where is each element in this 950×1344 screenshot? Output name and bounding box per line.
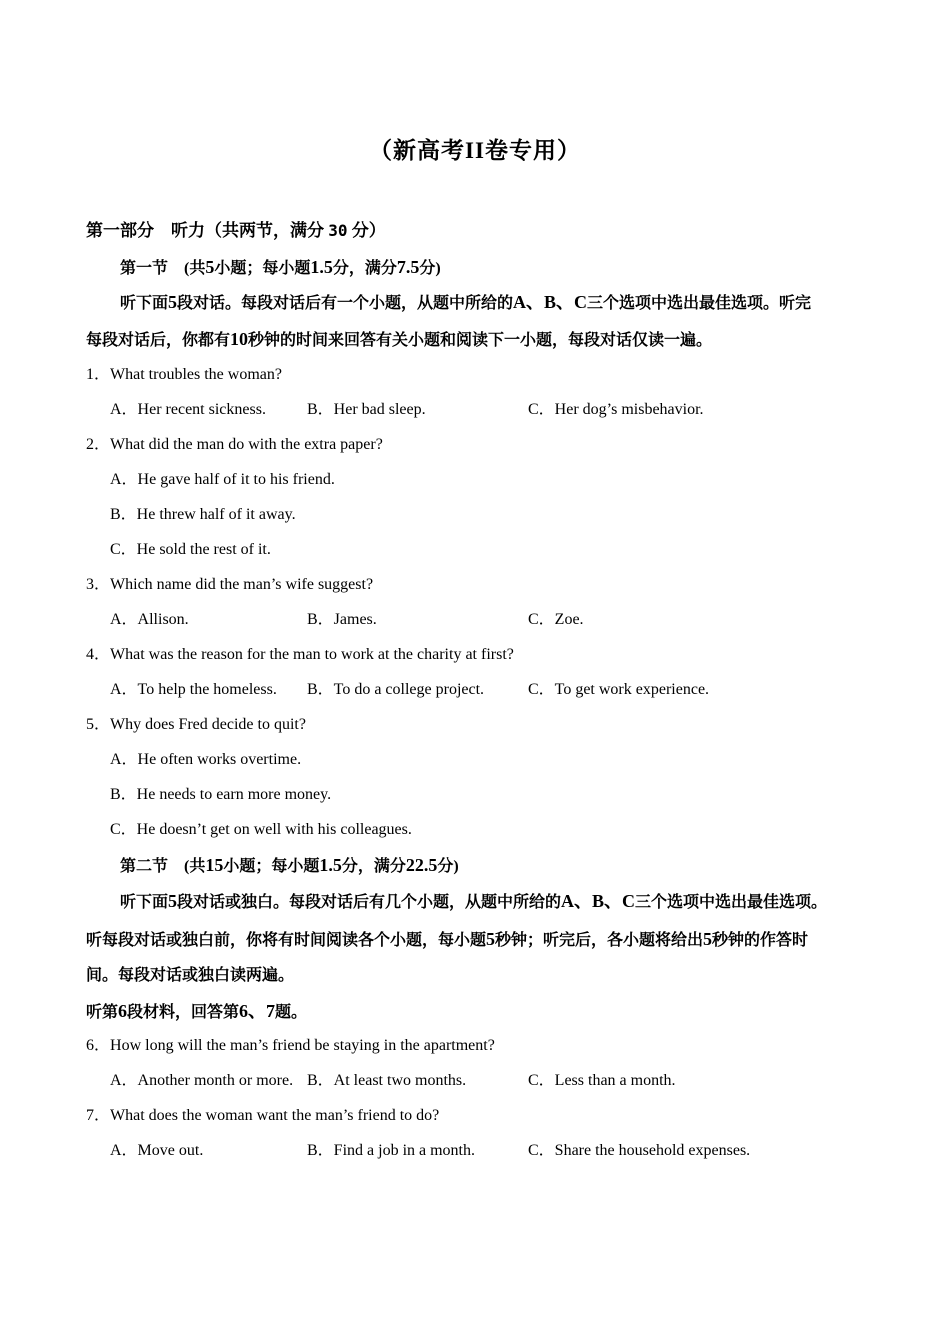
q3-option-a: A．Allison.	[110, 611, 189, 628]
q7-option-b: B．Find a job in a month.	[307, 1142, 476, 1159]
q1-option-a: A．Her recent sickness.	[110, 401, 266, 418]
section1-mid2: 分，满分	[332, 260, 397, 277]
question-number: 1．	[86, 366, 111, 383]
question-text: How long will the man’s friend be staying in the apartment?	[110, 1037, 495, 1054]
material-a: 听第	[86, 1004, 119, 1021]
q4-option-b: B．To do a college project.	[307, 681, 485, 698]
q5-option-a: A．He often works overtime.	[110, 751, 302, 768]
question-number: 5．	[86, 716, 111, 733]
section2-end: 分)	[437, 858, 459, 875]
question-4	[86, 644, 514, 666]
section1-end: 分)	[419, 260, 441, 277]
s1-instr2-b: 秒钟的时间来回答有关小题和阅读下一小题，每段对话仅读一遍。	[248, 332, 713, 349]
question-text: Why does Fred decide to quit?	[110, 716, 306, 733]
q1-option-b: B．Her bad sleep.	[307, 401, 426, 418]
question-number: 4．	[86, 646, 111, 663]
q5-option-b: B．He needs to earn more money.	[110, 786, 332, 803]
question-number: 6．	[86, 1037, 111, 1054]
s2-instr2-n2: 5	[703, 929, 713, 949]
question-text: What does the woman want the man’s friend to do?	[110, 1107, 440, 1124]
q7-option-c: C．Share the household expenses.	[528, 1142, 751, 1159]
q2-option-a: A．He gave half of it to his friend.	[110, 471, 335, 488]
q4-option-c: C．To get work experience.	[528, 681, 710, 698]
s2-instr-c: 三个选项中选出最佳选项。	[635, 894, 828, 911]
section1-total: 7.5	[396, 257, 420, 277]
question-text: Which name did the man’s wife suggest?	[110, 576, 374, 593]
s2-instr2-b: 秒钟；听完后，各小题将给出	[495, 932, 704, 949]
question-text: What was the reason for the man to work at the charity at first?	[110, 646, 514, 663]
question-3	[86, 574, 373, 596]
section2-heading	[120, 854, 459, 878]
material-c: 题。	[275, 1004, 308, 1021]
s1-instr-c: 三个选项中选出最佳选项。听完	[587, 295, 812, 312]
question-number: 3．	[86, 576, 111, 593]
section1-instruction-line2	[86, 328, 712, 352]
q3-option-b: B．James.	[307, 611, 377, 628]
q6-option-b: B．At least two months.	[307, 1072, 467, 1089]
question-1	[86, 364, 282, 386]
section2-heading-prefix: 第二节 (共	[120, 858, 206, 875]
s2-instr2-n1: 5	[486, 929, 496, 949]
s2-instr-n: 5	[168, 891, 178, 911]
section1-per: 1.5	[310, 257, 333, 277]
s2-instr-b: 段对话或独白。每段对话后有几个小题，从题中所给的	[177, 894, 562, 911]
material-b: 段材料，回答第	[127, 1004, 240, 1021]
part1-heading-text: 第一部分 听力（共两节，满分	[86, 221, 324, 240]
section2-instruction-line2	[86, 928, 808, 952]
section2-total: 22.5	[405, 855, 438, 875]
s2-instr2-a: 听每段对话或独白前，你将有时间阅读各个小题，每小题	[86, 932, 487, 949]
page-title: （新高考II卷专用）	[369, 138, 581, 163]
s1-instr-abc: A、B、C	[513, 292, 588, 312]
material-instruction	[86, 1000, 307, 1024]
part1-unit: 分）	[351, 221, 386, 240]
q7-option-a: A．Move out.	[110, 1142, 204, 1159]
s1-instr-n: 5	[168, 292, 178, 312]
question-5	[86, 714, 306, 736]
section2-mid1: 小题；每小题	[223, 858, 320, 875]
s1-instr-b: 段对话。每段对话后有一个小题，从题中所给的	[177, 295, 514, 312]
material-n: 6	[118, 1001, 128, 1021]
s2-instr2-c: 秒钟的作答时	[712, 932, 809, 949]
part1-score: 30	[328, 221, 348, 240]
section2-mid2: 分，满分	[341, 858, 406, 875]
q5-option-c: C．He doesn’t get on well with his colleagues.	[110, 821, 412, 838]
q2-option-b: B．He threw half of it away.	[110, 506, 296, 523]
section1-instruction-line1	[120, 291, 811, 315]
s1-instr-a: 听下面	[120, 295, 169, 312]
section2-instruction-line1	[120, 890, 827, 914]
section1-mid1: 小题；每小题	[214, 260, 311, 277]
part1-heading	[86, 220, 386, 242]
section2-instruction-line3: 间。每段对话或独白读两遍。	[86, 967, 295, 984]
q6-option-a: A．Another month or more.	[110, 1072, 294, 1089]
section1-heading	[120, 256, 441, 280]
question-number: 2．	[86, 436, 111, 453]
s2-instr-abc: A、B、C	[561, 891, 636, 911]
q1-option-c: C．Her dog’s misbehavior.	[528, 401, 704, 418]
question-7	[86, 1105, 439, 1127]
q6-option-c: C．Less than a month.	[528, 1072, 676, 1089]
q4-option-a: A．To help the homeless.	[110, 681, 277, 698]
s2-instr-a: 听下面	[120, 894, 169, 911]
q2-option-c: C．He sold the rest of it.	[110, 541, 271, 558]
question-2	[86, 434, 383, 456]
q3-option-c: C．Zoe.	[528, 611, 584, 628]
s1-instr2-a: 每段对话后，你都有	[86, 332, 231, 349]
s1-instr2-n: 10	[230, 329, 249, 349]
question-number: 7．	[86, 1107, 111, 1124]
section1-count: 5	[205, 257, 215, 277]
section2-count: 15	[205, 855, 224, 875]
material-q: 6、7	[239, 1001, 276, 1021]
question-6	[86, 1035, 495, 1057]
question-text: What did the man do with the extra paper?	[110, 436, 383, 453]
section1-heading-prefix: 第一节 (共	[120, 260, 206, 277]
question-text: What troubles the woman?	[110, 366, 282, 383]
section2-per: 1.5	[319, 855, 342, 875]
